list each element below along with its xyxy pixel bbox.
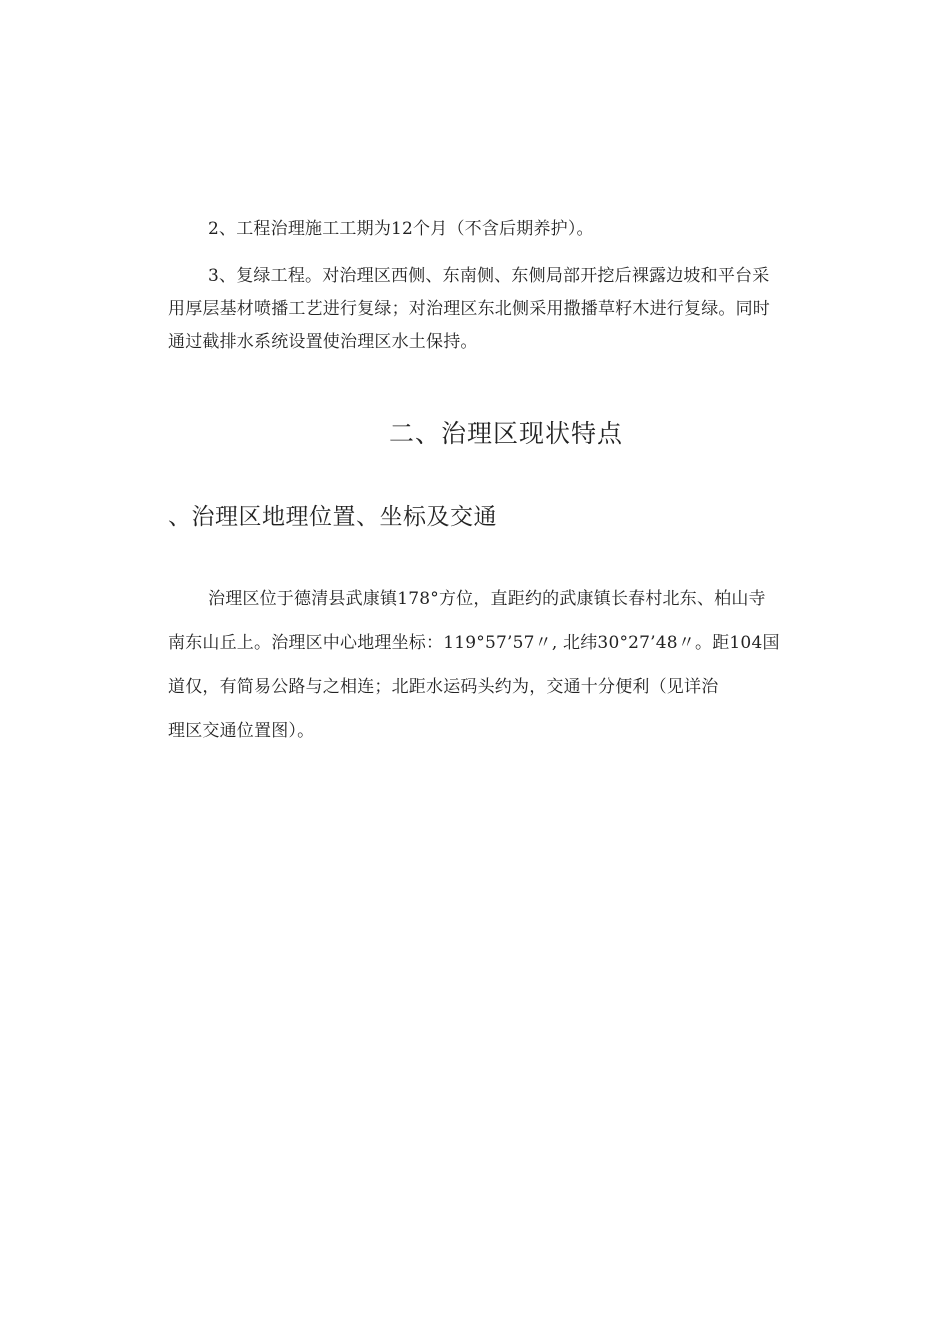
item-3-line-1: 3、复绿工程。对治理区西侧、东南侧、东侧局部开挖后裸露边坡和平台采 [208, 266, 770, 286]
item-3-line-3: 通过截排水系统设置使治理区水土保持。 [168, 332, 478, 352]
item-3-line-2: 用厚层基材喷播工艺进行复绿；对治理区东北侧采用撒播草籽木进行复绿。同时 [168, 299, 770, 319]
item-3-paragraph [168, 260, 850, 359]
subsection-heading: 、治理区地理位置、坐标及交通 [168, 504, 497, 530]
location-line-3: 道仅，有简易公路与之相连；北距水运码头约为，交通十分便利（见详治 [168, 677, 719, 697]
item-2-paragraph [168, 213, 850, 246]
section-heading: 二、治理区现状特点 [388, 419, 623, 448]
location-line-1: 治理区位于德清县武康镇178°方位，直距约的武康镇长春村北东、柏山寺 [208, 589, 766, 609]
location-line-4: 理区交通位置图）。 [168, 721, 315, 741]
location-line-2: 南东山丘上。治理区中心地理坐标：119°57’57〃, 北纬30°27’48〃。距104国 [168, 633, 780, 653]
location-paragraph [168, 577, 850, 753]
item-2-text: 2、工程治理施工工期为12个月（不含后期养护）。 [208, 219, 594, 239]
